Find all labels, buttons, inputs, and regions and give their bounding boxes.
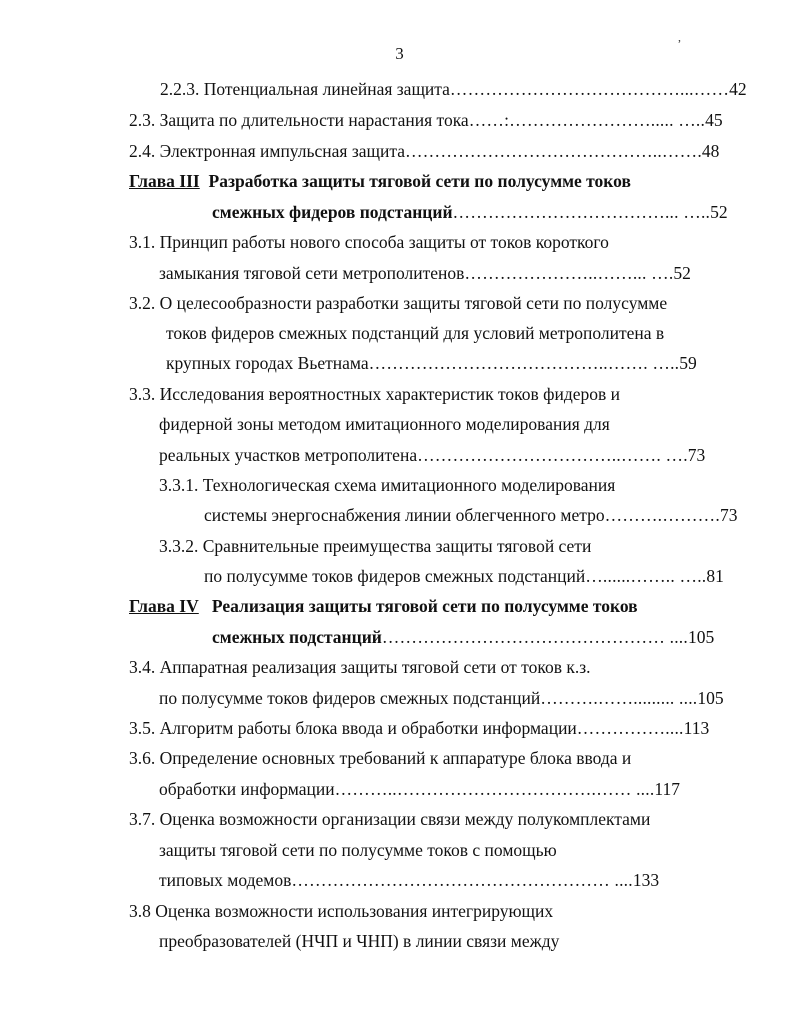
- toc-entry-text: преобразователей (НЧП и ЧНП) в линии связи между: [159, 931, 560, 951]
- toc-leader: …………………………………..……. …..: [368, 353, 680, 373]
- toc-entry-3-1: [129, 231, 609, 253]
- toc-page: 105: [697, 688, 724, 708]
- toc-page: 113: [683, 718, 710, 738]
- toc-leader: ……………....: [576, 718, 684, 738]
- toc-entry-text: 3.7. Оценка возможности организации связи между полукомплектами: [129, 809, 651, 829]
- toc-entry-2-2-3: [160, 78, 747, 100]
- toc-page: 117: [654, 779, 681, 799]
- toc-page: 105: [687, 627, 715, 647]
- toc-entry-text: 3.8 Оценка возможности использования интегрирующих: [129, 901, 554, 921]
- chapter-title: Разработка защиты тяговой сети по полусумме токов: [208, 171, 631, 191]
- toc-entry-3-8: [129, 900, 553, 922]
- toc-entry-text: фидерной зоны методом имитационного моделирования для: [159, 414, 610, 434]
- toc-entry-text: типовых модемов: [159, 870, 292, 890]
- toc-entry-text: замыкания тяговой сети метрополитенов: [159, 263, 465, 283]
- toc-page: 59: [679, 353, 697, 373]
- toc-page: 52: [673, 263, 691, 283]
- toc-page: 45: [705, 110, 723, 130]
- toc-entry-text: 3.5. Алгоритм работы блока ввода и обработки информации: [129, 718, 577, 738]
- toc-leader: ……:……………………..... …..: [468, 110, 706, 130]
- toc-leader: …………………………………...……: [449, 79, 730, 99]
- toc-entry-text: защиты тяговой сети по полусумме токов с помощью: [159, 840, 557, 860]
- toc-entry-text: системы энергоснабжения линии облегченного метро: [204, 505, 605, 525]
- toc-entry-3-3-1-cont: [204, 504, 737, 526]
- toc-entry-3-6: [129, 747, 631, 769]
- chapter-3-heading: [129, 170, 631, 192]
- toc-leader: ……………………………..……. ….: [417, 445, 688, 465]
- toc-entry-text: 3.2. О целесообразности разработки защиты тяговой сети по полусумме: [129, 293, 668, 313]
- toc-page: 52: [710, 202, 728, 222]
- page-number: 3: [395, 44, 404, 63]
- chapter-label: Глава IV: [129, 596, 199, 616]
- toc-entry-3-5: [129, 717, 709, 739]
- toc-page: 81: [706, 566, 724, 586]
- toc-entry-3-3-2-cont: [204, 565, 724, 587]
- toc-page: 73: [719, 505, 738, 525]
- toc-page: 48: [701, 141, 720, 161]
- toc-entry-text: 2.3. Защита по длительности нарастания тока: [129, 110, 469, 130]
- toc-entry-3-3: [129, 383, 620, 405]
- toc-entry-text: смежных подстанций: [212, 627, 382, 647]
- toc-entry-text: 3.3.1. Технологическая схема имитационного моделирования: [159, 475, 616, 495]
- toc-entry-text: 3.1. Принцип работы нового способа защиты от токов короткого: [129, 232, 609, 252]
- toc-entry-text: 3.3.2. Сравнительные преимущества защиты тяговой сети: [159, 536, 592, 556]
- toc-entry-3-2: [129, 292, 667, 314]
- toc-entry-text: по полусумме токов фидеров смежных подстанций: [204, 566, 586, 586]
- toc-entry-3-3-2: [159, 535, 591, 557]
- toc-entry-3-7-cont1: [159, 839, 557, 861]
- toc-entry-text: реальных участков метрополитена: [159, 445, 418, 465]
- toc-leader: ……….……….: [604, 505, 720, 525]
- toc-entry-3-6-cont: [159, 778, 680, 800]
- toc-leader: ………………………………... …..: [452, 202, 711, 222]
- toc-entry-text: смежных фидеров подстанций: [212, 202, 453, 222]
- toc-entry-3-2-cont1: [166, 322, 664, 344]
- toc-entry-text: обработки информации: [159, 779, 335, 799]
- toc-entry-3-7: [129, 808, 650, 830]
- toc-leader: ………………………………………… ....: [381, 627, 688, 647]
- toc-leader: ……………………………………..…….: [404, 141, 702, 161]
- toc-entry-2-3: [129, 109, 723, 131]
- chapter-4-heading-cont: [212, 626, 714, 648]
- toc-entry-3-8-cont: [159, 930, 559, 952]
- scan-mark: ,: [678, 30, 681, 44]
- toc-entry-text: 3.3. Исследования вероятностных характеристик токов фидеров и: [129, 384, 620, 404]
- toc-entry-3-2-cont2: [166, 352, 697, 374]
- chapter-4-heading: [129, 595, 638, 617]
- toc-entry-text: по полусумме токов фидеров смежных подстанций: [159, 688, 541, 708]
- toc-entry-3-4: [129, 656, 591, 678]
- toc-entry-text: 3.4. Аппаратная реализация защиты тяговой сети от токов к.з.: [129, 657, 591, 677]
- toc-page: 73: [687, 445, 706, 465]
- toc-leader: …......…….. …..: [585, 566, 707, 586]
- toc-entry-2-4: [129, 140, 719, 162]
- toc-entry-text: 3.6. Определение основных требований к аппаратуре блока ввода и: [129, 748, 632, 768]
- toc-entry-text: крупных городах Вьетнама: [166, 353, 369, 373]
- toc-entry-text: 2.2.3. Потенциальная линейная защита: [160, 79, 450, 99]
- toc-entry-text: токов фидеров смежных подстанций для условий метрополитена в: [166, 323, 665, 343]
- toc-leader: …………………..……... ….: [464, 263, 674, 283]
- toc-page: 42: [729, 79, 747, 99]
- toc-entry-3-3-1: [159, 474, 615, 496]
- toc-entry-text: 2.4. Электронная импульсная защита: [129, 141, 405, 161]
- chapter-3-heading-cont: [212, 201, 728, 223]
- toc-leader: ……….……......... ....: [540, 688, 698, 708]
- toc-entry-3-4-cont: [159, 687, 724, 709]
- toc-entry-3-7-cont2: [159, 869, 659, 891]
- toc-leader: ……………………………………………… ....: [291, 870, 633, 890]
- toc-leader: ………..…………………………….…… ....: [334, 779, 655, 799]
- toc-entry-3-3-cont1: [159, 413, 610, 435]
- toc-page: 133: [632, 870, 660, 890]
- toc-entry-3-3-cont2: [159, 444, 705, 466]
- chapter-title: Реализация защиты тяговой сети по полусумме токов: [211, 596, 638, 616]
- toc-entry-3-1-cont: [159, 262, 691, 284]
- chapter-label: Глава III: [129, 171, 200, 191]
